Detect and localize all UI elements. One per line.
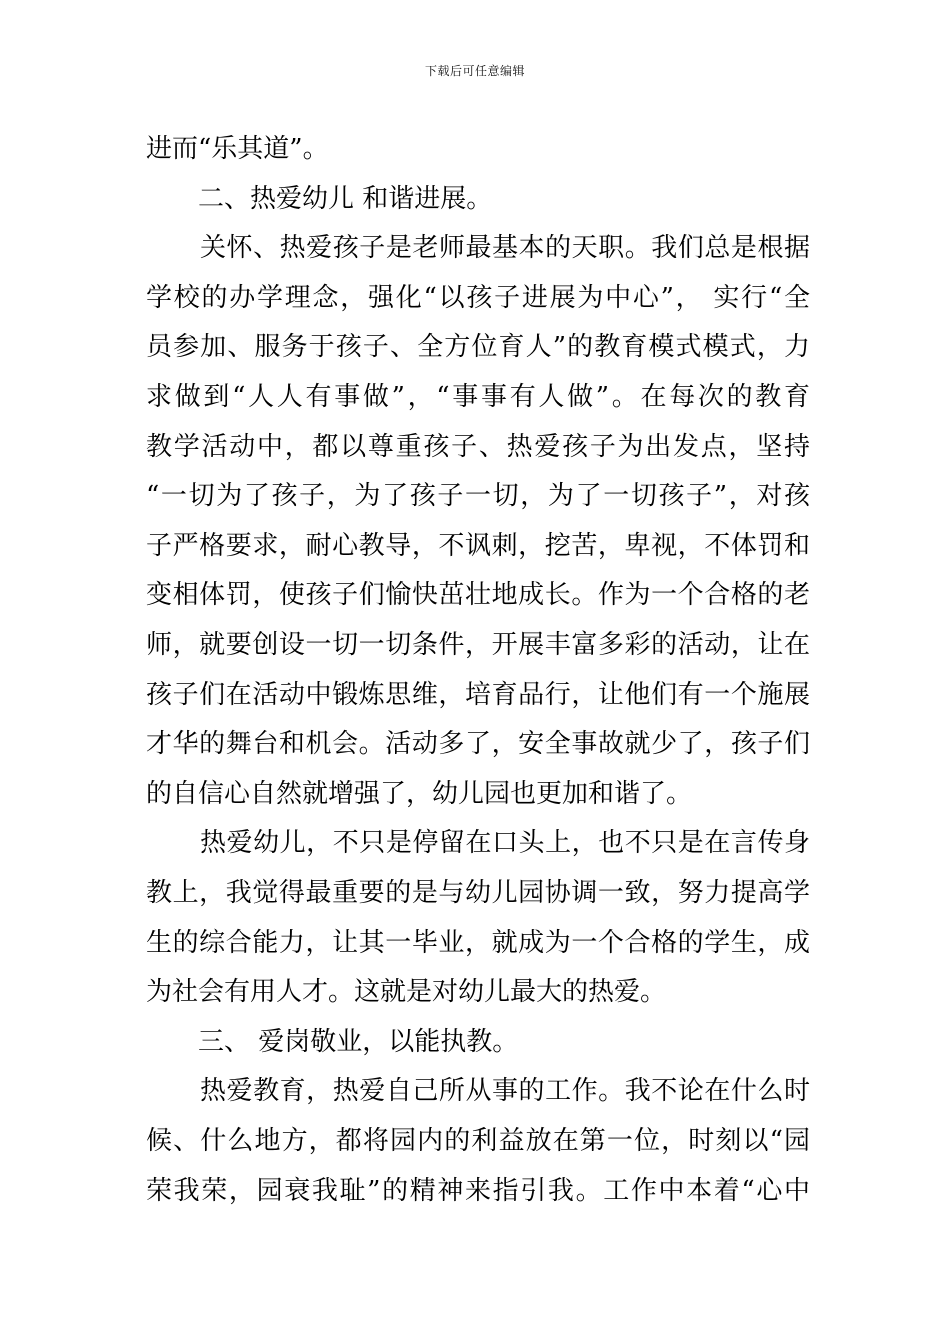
text-line: 生的综合能力，让其一毕业，就成为一个合格的学生，成 xyxy=(146,928,810,958)
text-line: 才华的舞台和机会。活动多了，安全事故就少了，孩子们 xyxy=(146,729,810,759)
text-line: 孩子们在活动中锻炼思维，培育品行，让他们有一个施展 xyxy=(146,680,810,710)
text-line: 热爱幼儿，不只是停留在口头上，也不只是在言传身 xyxy=(200,828,810,858)
text-line: 学校的办学理念，强化“以孩子进展为中心”， 实行“全 xyxy=(146,283,810,313)
text-line: 进而“乐其道”。 xyxy=(146,134,329,164)
text-line: 的自信心自然就增强了，幼儿园也更加和谐了。 xyxy=(146,779,693,809)
text-line: 为社会有用人才。这就是对幼儿最大的热爱。 xyxy=(146,977,667,1007)
text-line: 候、什么地方，都将园内的利益放在第一位，时刻以“园 xyxy=(146,1126,810,1156)
text-line: 子严格要求，耐心教导，不讽刺，挖苦，卑视，不体罚和 xyxy=(146,531,810,561)
text-line: 教上，我觉得最重要的是与幼儿园协调一致，努力提高学 xyxy=(146,878,810,908)
text-line: 师，就要创设一切一切条件，开展丰富多彩的活动，让在 xyxy=(146,630,810,660)
text-line: “一切为了孩子，为了孩子一切，为了一切孩子”，对孩 xyxy=(146,481,810,511)
text-line: 二、热爱幼儿 和谐进展。 xyxy=(198,184,493,214)
text-line: 教学活动中，都以尊重孩子、热爱孩子为出发点，坚持 xyxy=(146,432,810,462)
text-line: 求做到“人人有事做”，“事事有人做”。在每次的教育 xyxy=(146,382,810,412)
page-header: 下载后可任意编辑 xyxy=(424,64,525,78)
text-line: 荣我荣，园衰我耻”的精神来指引我。工作中本着“心中 xyxy=(146,1176,810,1206)
text-line: 关怀、热爱孩子是老师最基本的天职。我们总是根据 xyxy=(200,233,810,263)
text-line: 员参加、服务于孩子、全方位育人”的教育模式模式，力 xyxy=(146,332,810,362)
text-line: 变相体罚，使孩子们愉快茁壮地成长。作为一个合格的老 xyxy=(146,580,810,610)
text-line: 三、 爱岗敬业，以能执教。 xyxy=(198,1027,519,1057)
text-line: 热爱教育，热爱自己所从事的工作。我不论在什么时 xyxy=(200,1076,810,1106)
